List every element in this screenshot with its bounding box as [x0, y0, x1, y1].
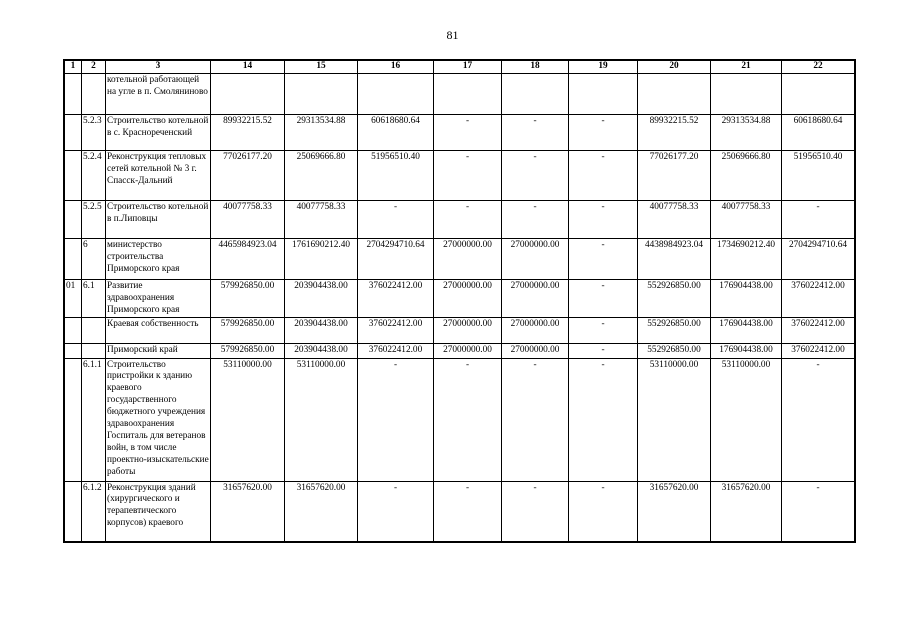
column-header: 3 — [106, 61, 211, 74]
value-cell: 176904438.00 — [711, 343, 782, 358]
row-number-cell — [82, 73, 106, 114]
value-cell: 77026177.20 — [211, 150, 285, 200]
value-cell: 31657620.00 — [638, 481, 711, 541]
column-header: 1 — [65, 61, 82, 74]
budget-table — [64, 60, 855, 542]
value-cell: - — [569, 481, 638, 541]
value-cell: - — [782, 200, 855, 238]
value-cell: - — [782, 481, 855, 541]
row-name-cell: Реконструкция тепловых сетей котельной № 3 г. Спасск-Дальний — [106, 150, 211, 200]
column-header: 18 — [502, 61, 569, 74]
value-cell: 1761690212.40 — [285, 238, 358, 279]
value-cell: 29313534.88 — [711, 114, 782, 150]
table-row — [65, 279, 855, 317]
table-row — [65, 238, 855, 279]
value-cell: - — [434, 358, 502, 481]
row-number-cell: 6.1.2 — [82, 481, 106, 541]
column-header: 17 — [434, 61, 502, 74]
value-cell: - — [569, 358, 638, 481]
row-name-cell: Развитие здравоохранения Приморского края — [106, 279, 211, 317]
row-code-cell — [65, 358, 82, 481]
column-header: 22 — [782, 61, 855, 74]
value-cell: 27000000.00 — [434, 317, 502, 343]
value-cell: 27000000.00 — [502, 317, 569, 343]
value-cell: 579926850.00 — [211, 317, 285, 343]
value-cell: 376022412.00 — [358, 343, 434, 358]
row-name-cell: Строительство котельной в п.Липовцы — [106, 200, 211, 238]
column-header: 2 — [82, 61, 106, 74]
value-cell: - — [358, 481, 434, 541]
value-cell: 27000000.00 — [434, 279, 502, 317]
value-cell: 60618680.64 — [358, 114, 434, 150]
table-row — [65, 200, 855, 238]
column-header: 21 — [711, 61, 782, 74]
value-cell: 89932215.52 — [211, 114, 285, 150]
row-number-cell — [82, 317, 106, 343]
row-code-cell — [65, 200, 82, 238]
value-cell: 31657620.00 — [211, 481, 285, 541]
value-cell: - — [434, 200, 502, 238]
row-name-cell: Строительство пристройки к зданию краевого государственного бюджетного учреждения здравоохранения Госпиталь для ветеранов войн, в том числе проектно-изыскательские работы — [106, 358, 211, 481]
value-cell: 376022412.00 — [358, 279, 434, 317]
value-cell: 40077758.33 — [638, 200, 711, 238]
value-cell: 27000000.00 — [502, 238, 569, 279]
column-header: 19 — [569, 61, 638, 74]
column-header: 14 — [211, 61, 285, 74]
value-cell: - — [434, 114, 502, 150]
value-cell: - — [358, 200, 434, 238]
value-cell: 376022412.00 — [782, 317, 855, 343]
value-cell: - — [569, 114, 638, 150]
row-name-cell: котельной работающей на угле в п. Смоляниново — [106, 73, 211, 114]
value-cell: 53110000.00 — [711, 358, 782, 481]
value-cell — [358, 73, 434, 114]
column-header: 16 — [358, 61, 434, 74]
value-cell: 2704294710.64 — [358, 238, 434, 279]
value-cell: 40077758.33 — [711, 200, 782, 238]
value-cell: - — [569, 200, 638, 238]
value-cell: - — [502, 481, 569, 541]
row-code-cell — [65, 481, 82, 541]
value-cell: - — [502, 200, 569, 238]
row-number-cell: 6 — [82, 238, 106, 279]
row-code-cell: 01 — [65, 279, 82, 317]
value-cell: - — [569, 150, 638, 200]
value-cell: 552926850.00 — [638, 279, 711, 317]
value-cell — [434, 73, 502, 114]
value-cell: - — [502, 114, 569, 150]
row-number-cell: 5.2.5 — [82, 200, 106, 238]
value-cell: 53110000.00 — [638, 358, 711, 481]
value-cell: 27000000.00 — [502, 279, 569, 317]
value-cell: - — [434, 150, 502, 200]
value-cell: 60618680.64 — [782, 114, 855, 150]
value-cell — [569, 73, 638, 114]
column-header: 15 — [285, 61, 358, 74]
value-cell — [782, 73, 855, 114]
table-row — [65, 358, 855, 481]
row-number-cell — [82, 343, 106, 358]
column-header: 20 — [638, 61, 711, 74]
page-number: 81 — [446, 28, 459, 42]
value-cell: 25069666.80 — [285, 150, 358, 200]
row-code-cell — [65, 343, 82, 358]
value-cell: - — [569, 343, 638, 358]
row-number-cell: 5.2.3 — [82, 114, 106, 150]
value-cell: 27000000.00 — [502, 343, 569, 358]
row-number-cell: 6.1.1 — [82, 358, 106, 481]
value-cell: - — [358, 358, 434, 481]
row-name-cell: Строительство котельной в с. Краснореченский — [106, 114, 211, 150]
row-name-cell: Реконструкция зданий (хирургического и терапевтического корпусов) краевого — [106, 481, 211, 541]
value-cell: 29313534.88 — [285, 114, 358, 150]
value-cell: 552926850.00 — [638, 343, 711, 358]
value-cell — [211, 73, 285, 114]
value-cell: 176904438.00 — [711, 279, 782, 317]
header-row — [65, 61, 855, 74]
row-code-cell — [65, 73, 82, 114]
value-cell: 4438984923.04 — [638, 238, 711, 279]
value-cell — [711, 73, 782, 114]
table-row — [65, 317, 855, 343]
value-cell: - — [782, 358, 855, 481]
value-cell: 53110000.00 — [285, 358, 358, 481]
value-cell: 89932215.52 — [638, 114, 711, 150]
value-cell: 51956510.40 — [782, 150, 855, 200]
row-number-cell: 5.2.4 — [82, 150, 106, 200]
value-cell: 77026177.20 — [638, 150, 711, 200]
value-cell — [285, 73, 358, 114]
value-cell: 579926850.00 — [211, 343, 285, 358]
value-cell: 27000000.00 — [434, 238, 502, 279]
table-row — [65, 114, 855, 150]
value-cell: - — [502, 150, 569, 200]
value-cell: - — [569, 238, 638, 279]
value-cell: 176904438.00 — [711, 317, 782, 343]
table-row — [65, 481, 855, 541]
value-cell: - — [434, 481, 502, 541]
value-cell: 203904438.00 — [285, 279, 358, 317]
table-row — [65, 343, 855, 358]
value-cell: - — [502, 358, 569, 481]
value-cell: 53110000.00 — [211, 358, 285, 481]
value-cell: 376022412.00 — [782, 343, 855, 358]
value-cell: 579926850.00 — [211, 279, 285, 317]
row-code-cell — [65, 238, 82, 279]
row-code-cell — [65, 150, 82, 200]
row-name-cell: министерство строительства Приморского края — [106, 238, 211, 279]
value-cell: 27000000.00 — [434, 343, 502, 358]
value-cell: 552926850.00 — [638, 317, 711, 343]
row-name-cell: Приморский край — [106, 343, 211, 358]
value-cell: 25069666.80 — [711, 150, 782, 200]
value-cell: 2704294710.64 — [782, 238, 855, 279]
value-cell: 31657620.00 — [711, 481, 782, 541]
row-code-cell — [65, 317, 82, 343]
value-cell — [638, 73, 711, 114]
table-row — [65, 73, 855, 114]
row-code-cell — [65, 114, 82, 150]
value-cell — [502, 73, 569, 114]
value-cell: 376022412.00 — [358, 317, 434, 343]
value-cell: - — [569, 317, 638, 343]
value-cell: 1734690212.40 — [711, 238, 782, 279]
value-cell: 203904438.00 — [285, 317, 358, 343]
row-name-cell: Краевая собственность — [106, 317, 211, 343]
value-cell: 203904438.00 — [285, 343, 358, 358]
value-cell: - — [569, 279, 638, 317]
table-row — [65, 150, 855, 200]
row-number-cell: 6.1 — [82, 279, 106, 317]
value-cell: 40077758.33 — [285, 200, 358, 238]
value-cell: 376022412.00 — [782, 279, 855, 317]
value-cell: 40077758.33 — [211, 200, 285, 238]
value-cell: 4465984923.04 — [211, 238, 285, 279]
value-cell: 51956510.40 — [358, 150, 434, 200]
value-cell: 31657620.00 — [285, 481, 358, 541]
